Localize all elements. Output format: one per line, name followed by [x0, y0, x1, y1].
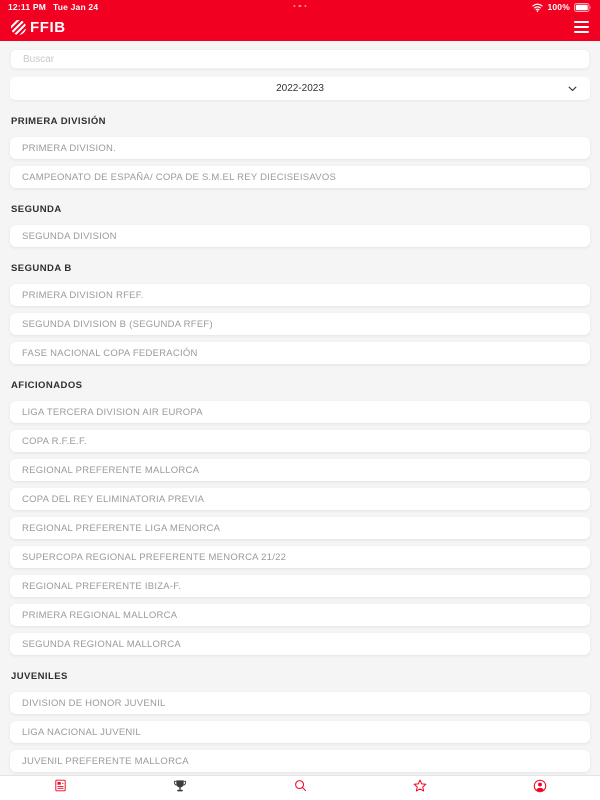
- status-date: Tue Jan 24: [52, 2, 99, 12]
- ffib-logo: [11, 19, 66, 36]
- tab-news[interactable]: [0, 776, 120, 800]
- section-title: SEGUNDA B: [11, 263, 72, 274]
- tab-competitions[interactable]: [120, 776, 240, 800]
- tab-account[interactable]: [480, 776, 600, 800]
- competition-item[interactable]: LIGA NACIONAL JUVENIL: [10, 721, 590, 743]
- competition-item[interactable]: REGIONAL PREFERENTE IBIZA-F.: [10, 575, 590, 597]
- season-select-value: 2022-2023: [276, 83, 324, 94]
- competition-item[interactable]: PRIMERA DIVISION.: [10, 137, 590, 159]
- competition-item[interactable]: COPA DEL REY ELIMINATORIA PREVIA: [10, 488, 590, 510]
- season-select[interactable]: [10, 77, 590, 100]
- app-title: FFIB: [30, 18, 66, 36]
- competition-item[interactable]: SEGUNDA DIVISION: [10, 225, 590, 247]
- competition-item[interactable]: FASE NACIONAL COPA FEDERACIÓN: [10, 342, 590, 364]
- search-icon: [293, 778, 308, 798]
- chevron-down-icon: [568, 86, 577, 92]
- wifi-icon: [532, 3, 543, 12]
- app-header: [0, 13, 600, 41]
- competition-item[interactable]: CAMPEONATO DE ESPAÑA/ COPA DE S.M.EL REY DIECISEISAVOS: [10, 166, 590, 188]
- competition-item[interactable]: REGIONAL PREFERENTE LIGA MENORCA: [10, 517, 590, 539]
- section-title: AFICIONADOS: [11, 380, 83, 391]
- search-input[interactable]: [10, 49, 590, 69]
- tab-bar: [0, 775, 600, 800]
- tab-search[interactable]: [240, 776, 360, 800]
- multitask-dots-icon: [293, 5, 306, 7]
- competition-item[interactable]: DIVISION DE HONOR JUVENIL: [10, 692, 590, 714]
- competition-item[interactable]: JUVENIL PREFERENTE MALLORCA: [10, 750, 590, 772]
- competition-item[interactable]: COPA R.F.E.F.: [10, 430, 590, 452]
- battery-percent: 100%: [547, 2, 570, 12]
- section-title: JUVENILES: [11, 671, 68, 682]
- section-title: PRIMERA DIVISIÓN: [11, 116, 106, 127]
- competition-item[interactable]: SEGUNDA DIVISION B (SEGUNDA RFEF): [10, 313, 590, 335]
- star-icon: [412, 778, 428, 799]
- trophy-icon: [172, 778, 188, 799]
- competition-item[interactable]: LIGA TERCERA DIVISION AIR EUROPA: [10, 401, 590, 423]
- news-icon: [53, 778, 68, 798]
- competition-item[interactable]: PRIMERA DIVISION RFEF.: [10, 284, 590, 306]
- battery-icon: [574, 3, 592, 12]
- content-area: [0, 41, 600, 800]
- section-title: SEGUNDA: [11, 204, 62, 215]
- competition-item[interactable]: PRIMERA REGIONAL MALLORCA: [10, 604, 590, 626]
- competitions-list: [10, 116, 590, 772]
- competition-item[interactable]: SUPERCOPA REGIONAL PREFERENTE MENORCA 21/22: [10, 546, 590, 568]
- competition-item[interactable]: SEGUNDA REGIONAL MALLORCA: [10, 633, 590, 655]
- account-icon: [532, 778, 548, 799]
- competition-item[interactable]: REGIONAL PREFERENTE MALLORCA: [10, 459, 590, 481]
- tab-favorites[interactable]: [360, 776, 480, 800]
- menu-icon[interactable]: [574, 21, 589, 32]
- status-time: 12:11 PM: [8, 2, 46, 12]
- ffib-ball-icon: [11, 20, 26, 35]
- status-bar: [0, 0, 600, 13]
